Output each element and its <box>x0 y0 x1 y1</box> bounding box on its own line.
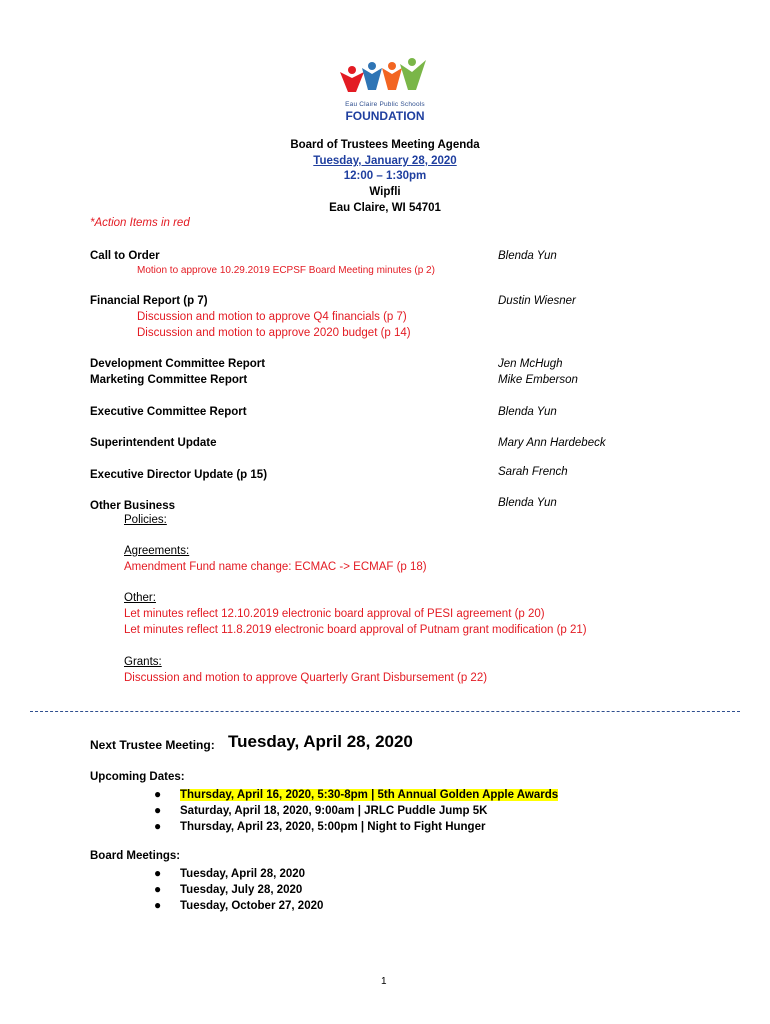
policies-label: Policies: <box>124 514 167 526</box>
bullet-icon: ● <box>154 866 162 880</box>
agreement-item: Amendment Fund name change: ECMAC -> ECMAF (p 18) <box>124 561 427 573</box>
bullet-icon: ● <box>154 803 162 817</box>
minutes-motion: Motion to approve 10.29.2019 ECPSF Board Meeting minutes (p 2) <box>137 265 435 276</box>
meeting-city: Eau Claire, WI 54701 <box>329 202 441 214</box>
bullet-icon: ● <box>154 898 162 912</box>
upcoming-dates-label: Upcoming Dates: <box>90 771 185 783</box>
financial-item-2: Discussion and motion to approve 2020 budget (p 14) <box>137 327 411 339</box>
meeting-title: Board of Trustees Meeting Agenda <box>290 139 480 151</box>
board-meeting-date: Tuesday, July 28, 2020 <box>180 884 303 896</box>
other-item-1: Let minutes reflect 12.10.2019 electronic board approval of PESI agreement (p 20) <box>124 608 545 620</box>
bullet-icon: ● <box>154 819 162 833</box>
board-meetings-list <box>154 865 323 913</box>
superintendent-label: Superintendent Update <box>90 437 217 449</box>
superintendent-presenter: Mary Ann Hardebeck <box>498 437 606 449</box>
exec-director-label: Executive Director Update (p 15) <box>90 469 268 481</box>
list-item <box>154 818 558 834</box>
financial-report-label: Financial Report (p 7) <box>90 295 208 307</box>
financial-item-1: Discussion and motion to approve Q4 financials (p 7) <box>137 311 407 323</box>
grants-item: Discussion and motion to approve Quarterly Grant Disbursement (p 22) <box>124 672 488 684</box>
board-meeting-date: Tuesday, October 27, 2020 <box>180 900 324 912</box>
action-note: *Action Items in red <box>90 217 190 229</box>
bullet-icon: ● <box>154 787 162 801</box>
page-number: 1 <box>381 976 387 987</box>
exec-director-presenter: Sarah French <box>498 466 568 478</box>
grants-label: Grants: <box>124 656 162 668</box>
other-business-label: Other Business <box>90 500 175 512</box>
financial-presenter: Dustin Wiesner <box>498 295 576 307</box>
meeting-time: 12:00 – 1:30pm <box>343 170 427 182</box>
upcoming-dates-list <box>154 786 558 834</box>
list-item <box>154 802 558 818</box>
other-item-2: Let minutes reflect 11.8.2019 electronic board approval of Putnam grant modification (p 21) <box>124 624 587 636</box>
list-item <box>154 897 323 913</box>
meeting-location: Wipfli <box>369 186 401 198</box>
puddle-jump-event: Saturday, April 18, 2020, 9:00am | JRLC Puddle Jump 5K <box>180 805 488 817</box>
golden-apple-event: Thursday, April 16, 2020, 5:30-8pm | 5th Annual Golden Apple Awards <box>180 789 559 801</box>
other-label: Other: <box>124 592 156 604</box>
fight-hunger-event: Thursday, April 23, 2020, 5:00pm | Night to Fight Hunger <box>180 821 486 833</box>
logo-small-text: Eau Claire Public Schools <box>345 101 425 108</box>
foundation-logo <box>330 52 440 124</box>
board-meetings-label: Board Meetings: <box>90 850 181 862</box>
executive-label: Executive Committee Report <box>90 406 247 418</box>
list-item <box>154 865 323 881</box>
development-label: Development Committee Report <box>90 358 266 370</box>
list-item <box>154 786 558 802</box>
meeting-date: Tuesday, January 28, 2020 <box>313 155 457 167</box>
dashed-divider <box>30 711 740 712</box>
board-meeting-date: Tuesday, April 28, 2020 <box>180 868 306 880</box>
list-item <box>154 881 323 897</box>
next-meeting-label: Next Trustee Meeting: <box>90 738 215 752</box>
executive-presenter: Blenda Yun <box>498 406 557 418</box>
marketing-label: Marketing Committee Report <box>90 374 248 386</box>
development-presenter: Jen McHugh <box>498 358 563 370</box>
call-to-order-label: Call to Order <box>90 250 160 262</box>
logo-big-text: FOUNDATION <box>345 109 425 123</box>
next-meeting-date: Tuesday, April 28, 2020 <box>228 732 413 751</box>
agreements-label: Agreements: <box>124 545 190 557</box>
bullet-icon: ● <box>154 882 162 896</box>
marketing-presenter: Mike Emberson <box>498 374 578 386</box>
people-icon <box>330 52 440 100</box>
call-to-order-presenter: Blenda Yun <box>498 250 557 262</box>
other-business-presenter: Blenda Yun <box>498 497 557 509</box>
